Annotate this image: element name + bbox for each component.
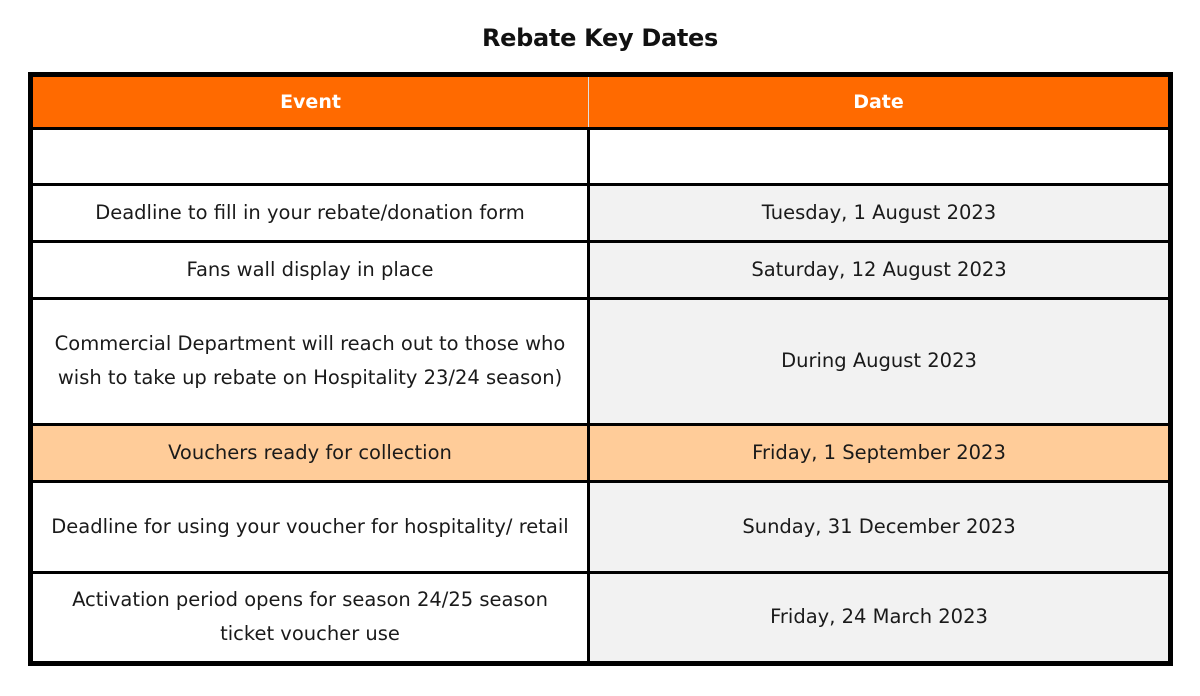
event-cell: Commercial Department will reach out to those who wish to take up rebate on Hospitality 23/24 season): [31, 299, 589, 424]
event-cell: Vouchers ready for collection: [31, 424, 589, 481]
date-cell: [589, 129, 1171, 185]
event-cell: Fans wall display in place: [31, 242, 589, 299]
table-row: [31, 299, 1171, 424]
column-header-event: Event: [31, 75, 589, 129]
date-cell: Friday, 1 September 2023: [589, 424, 1171, 481]
table-row: [31, 242, 1171, 299]
event-cell: [31, 129, 589, 185]
column-header-date: Date: [589, 75, 1171, 129]
page-title: Rebate Key Dates: [481, 24, 719, 52]
event-cell: Deadline to fill in your rebate/donation form: [31, 185, 589, 242]
table-header-row: [31, 75, 1171, 129]
date-cell: During August 2023: [589, 299, 1171, 424]
event-cell: Activation period opens for season 24/25 season ticket voucher use: [31, 572, 589, 663]
date-cell: Saturday, 12 August 2023: [589, 242, 1171, 299]
date-cell: Tuesday, 1 August 2023: [589, 185, 1171, 242]
table-row: [31, 185, 1171, 242]
table-row: [31, 572, 1171, 663]
table-row-highlighted: [31, 424, 1171, 481]
event-cell: Deadline for using your voucher for hospitality/ retail: [31, 481, 589, 572]
date-cell: Sunday, 31 December 2023: [589, 481, 1171, 572]
key-dates-table: [28, 72, 1173, 666]
table-row: [31, 481, 1171, 572]
date-cell: Friday, 24 March 2023: [589, 572, 1171, 663]
table-row: [31, 129, 1171, 185]
